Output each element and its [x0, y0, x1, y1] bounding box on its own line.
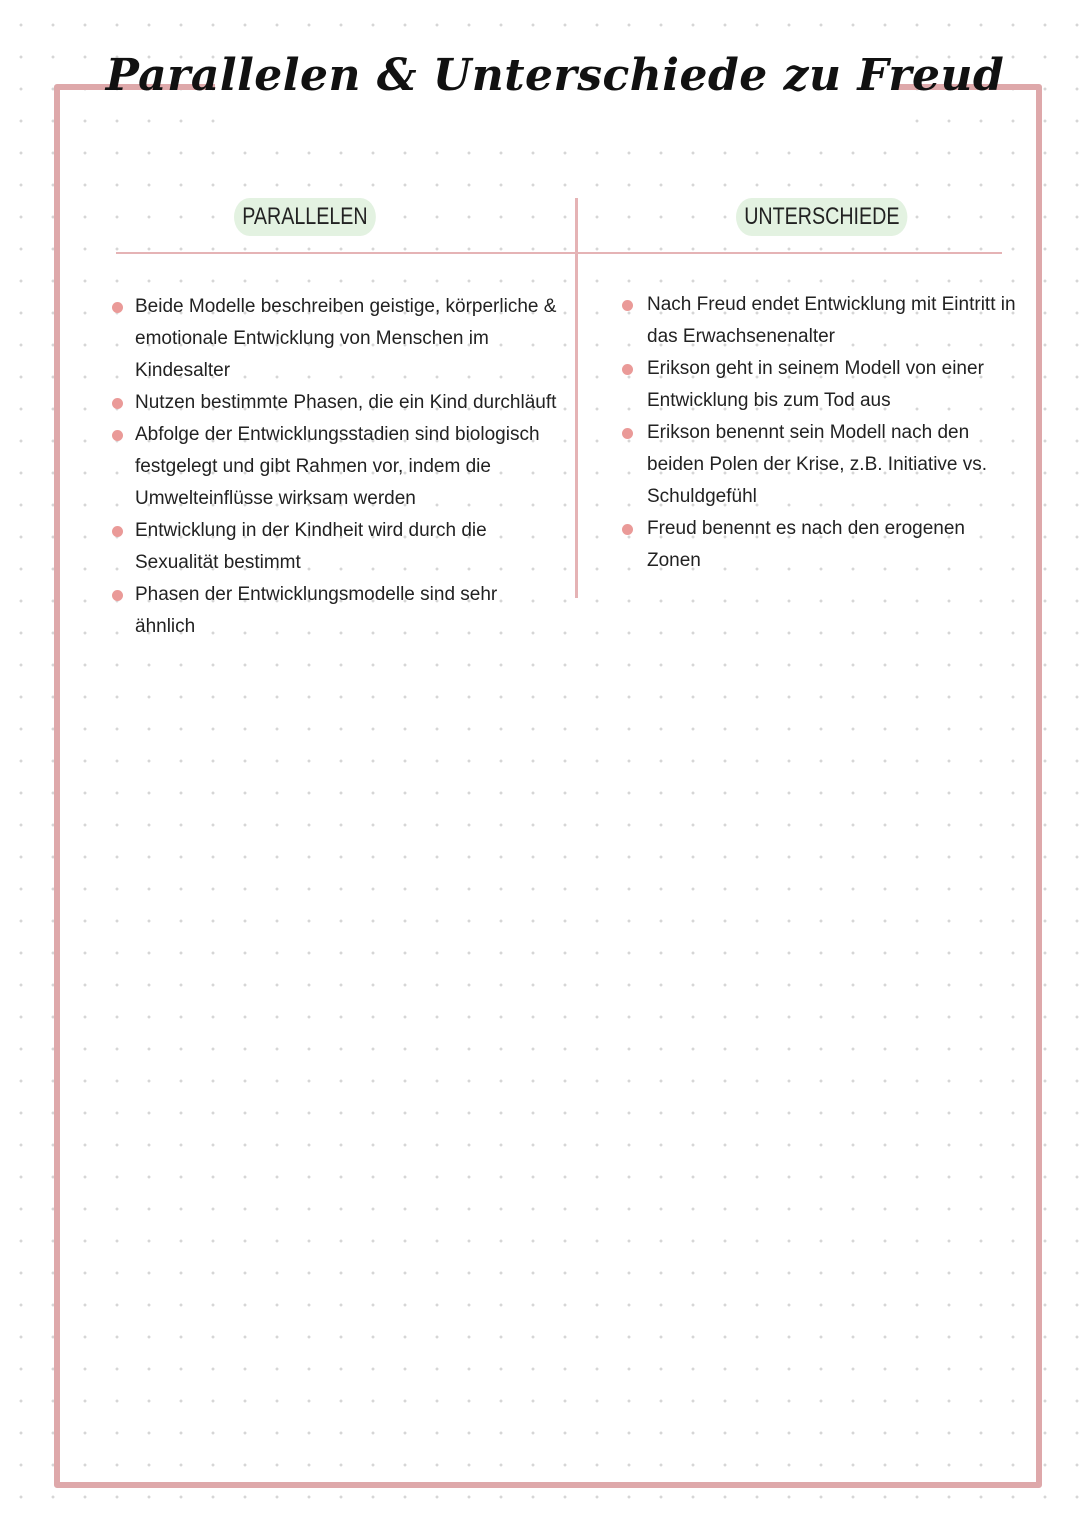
parallels-header: PARALLELEN	[234, 198, 376, 236]
bullet-dot-icon	[112, 302, 123, 313]
list-item	[108, 515, 558, 579]
list-item-text: Abfolge der Entwicklungsstadien sind biologisch festgelegt und gibt Rahmen vor, indem die Umwelteinflüsse wirksam werden	[135, 424, 540, 509]
page-title: Parallelen & Unterschiede zu Freud	[105, 49, 1005, 101]
bullet-dot-icon	[112, 590, 123, 601]
list-item-text: Erikson benennt sein Modell nach den beiden Polen der Krise, z.B. Initiative vs. Schuldgefühl	[647, 422, 988, 507]
list-item-text: Beide Modelle beschreiben geistige, körperliche & emotionale Entwicklung von Menschen im Kindesalter	[135, 296, 557, 381]
list-item-text: Nutzen bestimmte Phasen, die ein Kind durchläuft	[135, 392, 557, 413]
list-item	[108, 579, 558, 643]
list-item	[618, 417, 1018, 513]
header-rule	[116, 252, 1002, 254]
list-item-text: Freud benennt es nach den erogenen Zonen	[647, 518, 965, 571]
bullet-dot-icon	[622, 364, 633, 375]
bullet-dot-icon	[112, 430, 123, 441]
bullet-dot-icon	[622, 524, 633, 535]
list-item-text: Phasen der Entwicklungsmodelle sind sehr ähnlich	[135, 584, 498, 637]
list-item	[618, 353, 1018, 417]
bullet-dot-icon	[622, 428, 633, 439]
column-divider	[575, 198, 578, 598]
list-item	[108, 387, 558, 419]
parallels-list	[108, 291, 558, 643]
list-item-text: Nach Freud endet Entwicklung mit Eintritt in das Erwachsenenalter	[647, 294, 1016, 347]
list-item	[108, 419, 558, 515]
differences-list	[618, 289, 1018, 577]
bullet-dot-icon	[112, 398, 123, 409]
bullet-dot-icon	[622, 300, 633, 311]
list-item	[618, 289, 1018, 353]
bullet-dot-icon	[112, 526, 123, 537]
differences-header: UNTERSCHIEDE	[736, 198, 908, 236]
list-item	[108, 291, 558, 387]
list-item	[618, 513, 1018, 577]
title-band	[105, 46, 1005, 130]
list-item-text: Erikson geht in seinem Modell von einer Entwicklung bis zum Tod aus	[647, 358, 984, 411]
list-item-text: Entwicklung in der Kindheit wird durch die Sexualität bestimmt	[135, 520, 487, 573]
